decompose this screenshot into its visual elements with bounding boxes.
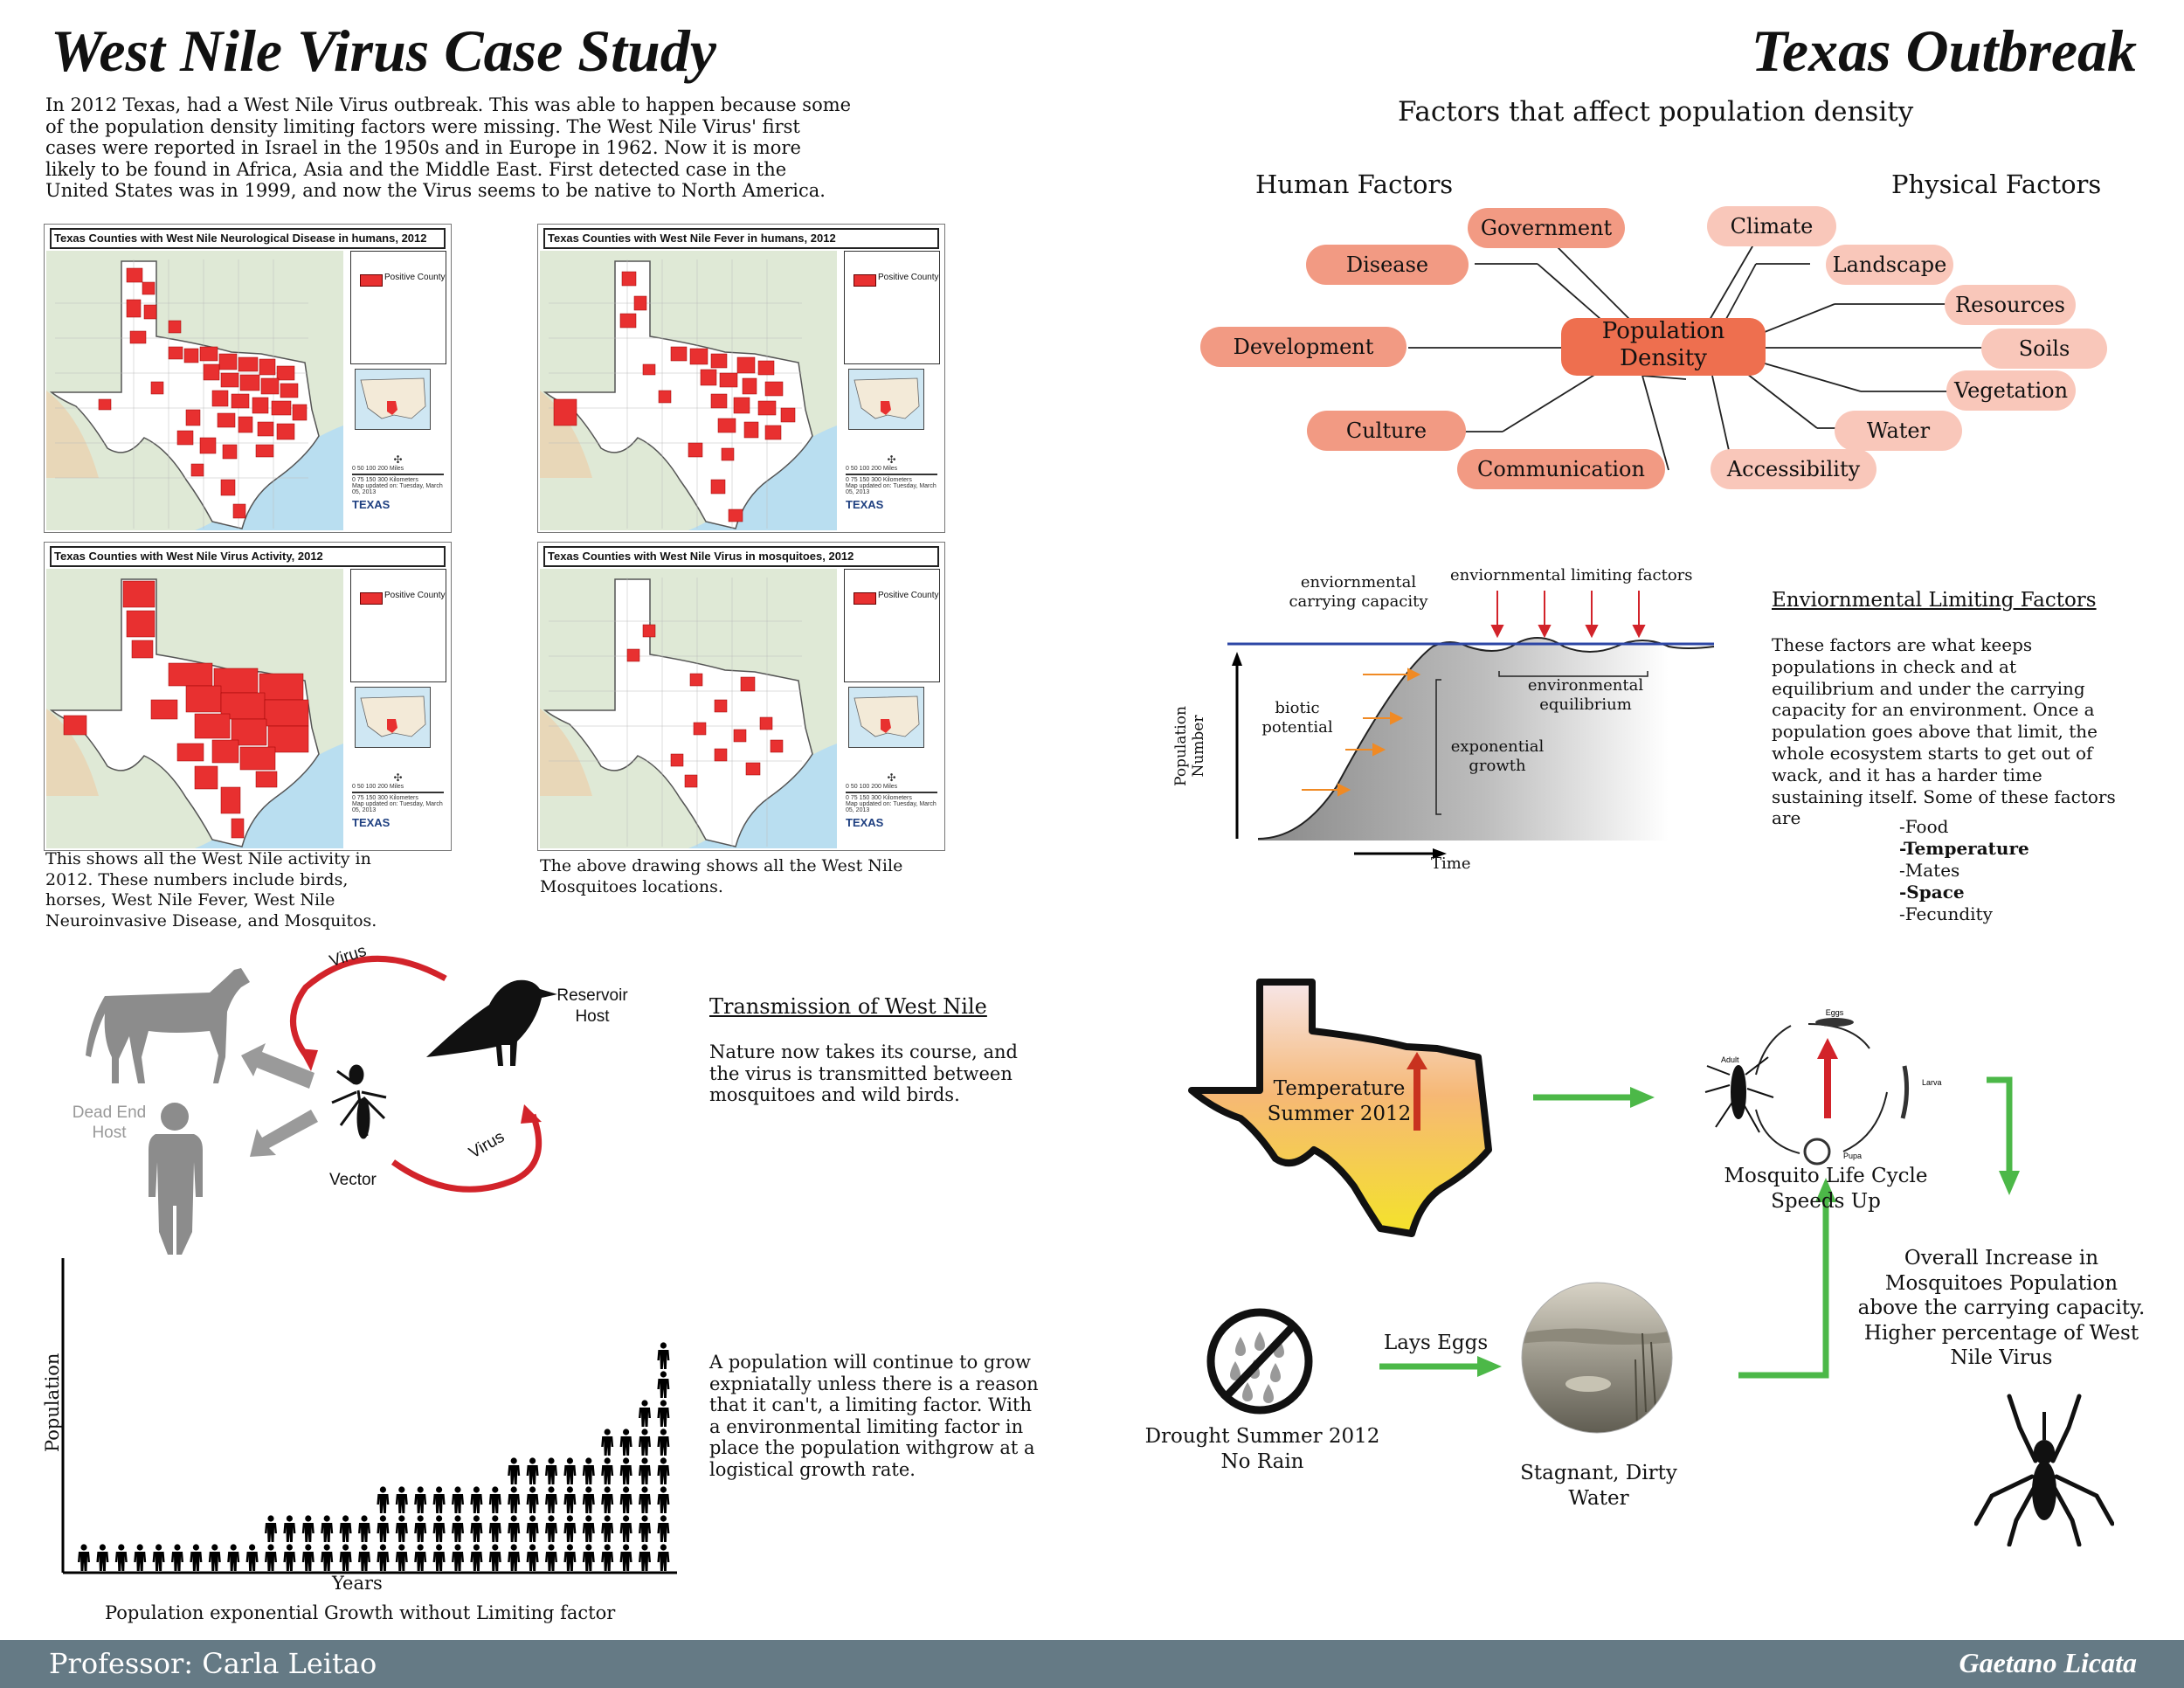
person-icon <box>620 1515 632 1542</box>
lifecycle-line1: Mosquito Life Cycle <box>1724 1165 1928 1187</box>
equilibrium-line1: environmental <box>1527 676 1644 695</box>
list-item-mates: -Mates <box>1899 860 1960 881</box>
person-icon <box>527 1544 539 1571</box>
drought-line1: Drought Summer 2012 <box>1144 1425 1380 1448</box>
adult-mosquito-icon <box>1705 1057 1773 1132</box>
caption-activity: This shows all the West Nile activity in 2012. These numbers include birds, horses, West Nile Fever, West Nile Neuroinvasive Disease, and Mosquitos. <box>45 849 377 930</box>
compass-icon: ✣ <box>887 771 896 784</box>
stagnant-water-photo <box>1520 1281 1674 1435</box>
person-icon <box>583 1457 595 1484</box>
person-icon <box>563 1544 576 1571</box>
person-icon <box>545 1544 557 1571</box>
factor-soils: Soils <box>1981 329 2107 369</box>
person-icon <box>470 1544 482 1571</box>
arrow-icon <box>250 1110 318 1157</box>
person-icon <box>396 1486 408 1513</box>
person-icon <box>209 1544 221 1571</box>
transmission-heading: Transmission of West Nile <box>709 994 987 1019</box>
compass-icon: ✣ <box>393 453 403 466</box>
arrow-icon <box>299 1048 318 1071</box>
stagnant-water-label <box>1503 1461 1695 1512</box>
person-icon <box>563 1486 576 1513</box>
arrow-icon <box>1477 1356 1502 1377</box>
mosquito-icon <box>332 1066 386 1138</box>
person-icon <box>639 1400 651 1427</box>
compass-icon: ✣ <box>887 453 896 466</box>
person-icon <box>171 1544 183 1571</box>
person-icon <box>340 1515 352 1542</box>
water-line1: Stagnant, Dirty <box>1520 1462 1677 1484</box>
dead-end-host-label <box>61 1103 157 1143</box>
map-title: Texas Counties with West Nile Fever in humans, 2012 <box>543 228 939 249</box>
person-icon <box>265 1515 277 1542</box>
legend-label: Positive County <box>384 591 446 600</box>
texas-county-map <box>540 251 837 530</box>
person-icon <box>321 1544 333 1571</box>
person-icon <box>358 1544 370 1571</box>
transmission-text: Nature now takes its course, and the virus is transmitted between mosquitoes and wild birds. <box>709 1041 1019 1105</box>
scale-km: 0 75 150 300 Kilometers <box>846 477 912 483</box>
legend <box>350 251 446 364</box>
map-panel-neurological <box>44 224 452 533</box>
map-scale <box>352 453 444 529</box>
factors-subtitle: Factors that affect population density <box>1398 96 1914 128</box>
person-icon <box>302 1544 314 1571</box>
person-icon <box>433 1544 446 1571</box>
map-panel-activity <box>44 542 452 851</box>
person-icon <box>414 1486 426 1513</box>
person-icon <box>601 1544 613 1571</box>
reservoir-line1: Reservoir <box>556 986 628 1005</box>
person-icon <box>620 1486 632 1513</box>
biotic-line2: potential <box>1261 718 1333 737</box>
map-scale <box>352 771 444 847</box>
growth-caption: Population exponential Growth without Limiting factor <box>105 1602 616 1623</box>
person-icon <box>545 1515 557 1542</box>
exponential-growth-label <box>1445 737 1550 776</box>
person-icon <box>396 1544 408 1571</box>
factor-resources: Resources <box>1945 285 2076 325</box>
legend-label: Positive County <box>878 591 939 600</box>
person-icon <box>657 1371 669 1398</box>
map-panel-mosquitoes <box>537 542 945 851</box>
drought-line2: No Rain <box>1220 1450 1304 1473</box>
overall-increase-text: Overall Increase in Mosquitoes Population above the carrying capacity. Higher percentage of West Nile Virus <box>1857 1247 2146 1369</box>
person-icon <box>433 1486 446 1513</box>
legend <box>844 569 940 682</box>
person-icon <box>377 1486 389 1513</box>
center-line2: Density <box>1620 345 1707 371</box>
author-credit: Gaetano Licata <box>1959 1647 2137 1678</box>
person-icon <box>321 1515 333 1542</box>
growth-text: A population will continue to grow expniatally unless there is a reason that it can't, a limiting factor. With a environmental limiting factor in place the population withgrow at a logistical growth rate. <box>709 1352 1039 1480</box>
scale-km: 0 75 150 300 Kilometers <box>352 477 418 483</box>
person-icon <box>657 1429 669 1456</box>
reservoir-line2: Host <box>575 1007 610 1026</box>
temp-line1: Temperature <box>1273 1077 1406 1100</box>
factor-accessibility: Accessibility <box>1711 449 1876 489</box>
legend <box>350 569 446 682</box>
pupa-icon <box>1805 1139 1829 1164</box>
person-icon <box>583 1515 595 1542</box>
person-icon <box>583 1486 595 1513</box>
scale-km: 0 75 150 300 Kilometers <box>846 795 912 801</box>
person-icon <box>639 1544 651 1571</box>
speed-up-arrow-icon <box>1817 1038 1838 1118</box>
person-icon <box>639 1486 651 1513</box>
list-item-temperature: -Temperature <box>1899 838 2029 859</box>
texas-logo: TEXAS <box>846 816 884 829</box>
person-icon <box>657 1544 669 1571</box>
main-title: West Nile Virus Case Study <box>51 17 716 84</box>
carrying-line2: carrying capacity <box>1289 592 1428 611</box>
temp-line2: Summer 2012 <box>1267 1103 1412 1125</box>
person-icon <box>227 1544 239 1571</box>
virus-label-bottom: Virus <box>466 1127 508 1163</box>
person-icon <box>583 1544 595 1571</box>
map-updated: Map updated on: Tuesday, March 05, 2013 <box>352 483 443 495</box>
equilibrium-label <box>1511 676 1660 715</box>
human-factors-heading: Human Factors <box>1255 169 1454 199</box>
factor-government: Government <box>1468 208 1625 248</box>
person-icon <box>508 1515 520 1542</box>
person-icon <box>657 1342 669 1369</box>
person-icon <box>657 1486 669 1513</box>
scale-km: 0 75 150 300 Kilometers <box>352 795 418 801</box>
legend-label: Positive County <box>384 273 446 282</box>
texas-county-map <box>540 569 837 848</box>
person-icon <box>414 1544 426 1571</box>
scale-miles: 0 50 100 200 Miles <box>352 784 404 790</box>
person-icon <box>265 1544 277 1571</box>
map-updated: Map updated on: Tuesday, March 05, 2013 <box>846 483 936 495</box>
compass-icon: ✣ <box>393 771 403 784</box>
person-icon <box>527 1457 539 1484</box>
caption-mosquito: The above drawing shows all the West Nile Mosquitoes locations. <box>540 856 903 896</box>
person-icon <box>470 1486 482 1513</box>
pupa-label: Pupa <box>1843 1152 1863 1160</box>
footer-bar <box>0 1640 2184 1688</box>
factor-culture: Culture <box>1307 411 1466 451</box>
person-icon <box>620 1429 632 1456</box>
population-density-node <box>1561 318 1766 376</box>
equilibrium-line2: equilibrium <box>1539 695 1632 714</box>
growth-ylabel: Population <box>42 1352 63 1452</box>
person-icon <box>657 1457 669 1484</box>
virus-arrow-bottom <box>393 1115 539 1189</box>
map-updated: Map updated on: Tuesday, March 05, 2013 <box>352 801 443 813</box>
intro-paragraph: In 2012 Texas, had a West Nile Virus outbreak. This was able to happen because some of the population density limiting factors were missing. The West Nile Virus' first cases were reported in Israel in the 1950s and in Europe in 1962. Now it is more likely to be found in Africa, Asia and the Middle East. First detected case in the United States was in 1999, and now the Virus seems to be native to North America. <box>45 94 852 201</box>
person-icon <box>96 1544 108 1571</box>
person-icon <box>657 1400 669 1427</box>
person-icon <box>115 1544 128 1571</box>
carrying-capacity-label <box>1249 573 1468 612</box>
person-icon <box>620 1544 632 1571</box>
person-icon <box>452 1486 464 1513</box>
horse-icon <box>86 968 250 1083</box>
legend <box>844 251 940 364</box>
person-icon <box>601 1429 613 1456</box>
person-icon <box>302 1515 314 1542</box>
factor-communication: Communication <box>1457 449 1665 489</box>
map-panel-fever <box>537 224 945 533</box>
person-icon <box>508 1486 520 1513</box>
dead-end-line2: Host <box>92 1124 127 1142</box>
person-icon <box>433 1515 446 1542</box>
exponential-line1: exponential <box>1450 737 1545 756</box>
larva-label: Larva <box>1922 1078 1942 1087</box>
scale-miles: 0 50 100 200 Miles <box>352 466 404 472</box>
person-icon <box>601 1486 613 1513</box>
virus-label-top: Virus <box>327 941 369 972</box>
list-item-space: -Space <box>1899 882 1965 903</box>
biotic-line1: biotic <box>1275 699 1320 717</box>
person-icon <box>377 1544 389 1571</box>
person-icon <box>508 1457 520 1484</box>
map-scale <box>846 771 937 847</box>
legend-swatch <box>360 592 383 605</box>
person-icon <box>134 1544 146 1571</box>
person-icon <box>601 1457 613 1484</box>
person-icon <box>620 1457 632 1484</box>
factor-development: Development <box>1200 327 1406 367</box>
scale-miles: 0 50 100 200 Miles <box>846 466 898 472</box>
us-inset-map <box>355 687 431 748</box>
person-icon <box>489 1544 501 1571</box>
limiting-factors-label: enviornmental limiting factors <box>1450 566 1693 585</box>
texas-county-map <box>46 251 343 530</box>
person-icon <box>545 1457 557 1484</box>
vector-label: Vector <box>329 1171 377 1189</box>
person-icon <box>377 1515 389 1542</box>
legend-swatch <box>360 274 383 287</box>
person-icon <box>470 1515 482 1542</box>
person-icon <box>527 1515 539 1542</box>
person-icon <box>489 1486 501 1513</box>
drought-label <box>1144 1424 1380 1475</box>
person-icon <box>657 1515 669 1542</box>
mosquito-silhouette-icon <box>1974 1393 2114 1546</box>
person-icon <box>190 1544 202 1571</box>
person-icon <box>639 1457 651 1484</box>
biotic-potential-label <box>1258 699 1337 737</box>
person-icon <box>545 1486 557 1513</box>
person-icon <box>563 1457 576 1484</box>
list-item-fecundity: -Fecundity <box>1899 903 1993 924</box>
lays-eggs-label: Lays Eggs <box>1384 1332 1489 1354</box>
center-line1: Population <box>1601 318 1725 344</box>
map-title: Texas Counties with West Nile Virus in mosquitoes, 2012 <box>543 546 939 567</box>
exponential-line2: growth <box>1469 757 1526 775</box>
person-icon <box>78 1544 90 1571</box>
person-icon <box>246 1544 259 1571</box>
map-updated: Map updated on: Tuesday, March 05, 2013 <box>846 801 936 813</box>
limiting-factors-text: These factors are what keeps populations in check and at equilibrium and under the carrying capacity for an environment. Once a population goes above that limit, the whole ecosystem starts to get out of wack, and it has a harder time sustaining itself. Some of these factors are <box>1772 634 2116 829</box>
person-icon <box>396 1515 408 1542</box>
population-number-label: Population Number <box>1172 706 1207 786</box>
map-title: Texas Counties with West Nile Virus Activity, 2012 <box>50 546 446 567</box>
reservoir-host-label <box>549 986 636 1027</box>
bird-icon <box>426 980 557 1066</box>
list-item-food: -Food <box>1899 816 1949 837</box>
factor-climate: Climate <box>1707 206 1836 246</box>
person-icon <box>527 1486 539 1513</box>
person-icon <box>639 1515 651 1542</box>
person-icon <box>489 1515 501 1542</box>
arrow-icon <box>1630 1087 1655 1108</box>
person-icon <box>601 1515 613 1542</box>
adult-label: Adult <box>1721 1055 1739 1064</box>
outbreak-title: Texas Outbreak <box>1751 17 2137 84</box>
texas-logo: TEXAS <box>352 816 390 829</box>
eggs-label: Eggs <box>1825 1008 1844 1017</box>
physical-factors-heading: Physical Factors <box>1891 169 2102 199</box>
growth-xlabel: Years <box>332 1573 383 1594</box>
texas-logo: TEXAS <box>352 498 390 511</box>
person-icon <box>452 1544 464 1571</box>
limiting-factors-list <box>1899 816 2029 925</box>
person-icon <box>340 1544 352 1571</box>
person-icon <box>508 1544 520 1571</box>
larva-icon <box>1903 1066 1907 1118</box>
legend-swatch <box>854 274 876 287</box>
lifecycle-line2: Speeds Up <box>1771 1190 1881 1213</box>
us-inset-map <box>355 369 431 430</box>
us-inset-map <box>848 687 924 748</box>
eggs-icon <box>1815 1018 1854 1027</box>
factor-vegetation: Vegetation <box>1946 370 2076 411</box>
person-icon <box>153 1544 165 1571</box>
legend-label: Positive County <box>878 273 939 282</box>
person-icon <box>452 1515 464 1542</box>
legend-swatch <box>854 592 876 605</box>
person-icon <box>414 1515 426 1542</box>
professor-credit: Professor: Carla Leitao <box>49 1647 377 1680</box>
person-icon <box>358 1515 370 1542</box>
mosquito-lifecycle-icon <box>1704 1005 1948 1171</box>
no-rain-icon <box>1206 1307 1314 1415</box>
limiting-factors-heading: Enviornmental Limiting Factors <box>1772 589 2097 612</box>
factor-landscape: Landscape <box>1826 245 1953 285</box>
map-scale <box>846 453 937 529</box>
person-icon <box>563 1515 576 1542</box>
lays-eggs-arrow <box>1376 1352 1516 1379</box>
factor-disease: Disease <box>1306 245 1469 285</box>
virus-arrow-top <box>293 958 446 1057</box>
us-inset-map <box>848 369 924 430</box>
person-icon <box>639 1429 651 1456</box>
map-title: Texas Counties with West Nile Neurological Disease in humans, 2012 <box>50 228 446 249</box>
scale-miles: 0 50 100 200 Miles <box>846 784 898 790</box>
growth-chart <box>26 1258 690 1625</box>
factor-water: Water <box>1835 411 1962 451</box>
people-stacks <box>78 1342 669 1571</box>
person-icon <box>283 1544 295 1571</box>
water-line2: Water <box>1568 1487 1629 1510</box>
carrying-line1: enviornmental <box>1300 573 1417 591</box>
arrow-icon <box>1999 1171 2020 1195</box>
person-icon <box>283 1515 295 1542</box>
texas-county-map <box>46 569 343 848</box>
arrow-icon <box>521 1104 542 1124</box>
lifecycle-label <box>1712 1164 1939 1214</box>
texas-logo: TEXAS <box>846 498 884 511</box>
dead-end-line1: Dead End <box>72 1103 147 1122</box>
time-label: Time <box>1431 854 1471 873</box>
